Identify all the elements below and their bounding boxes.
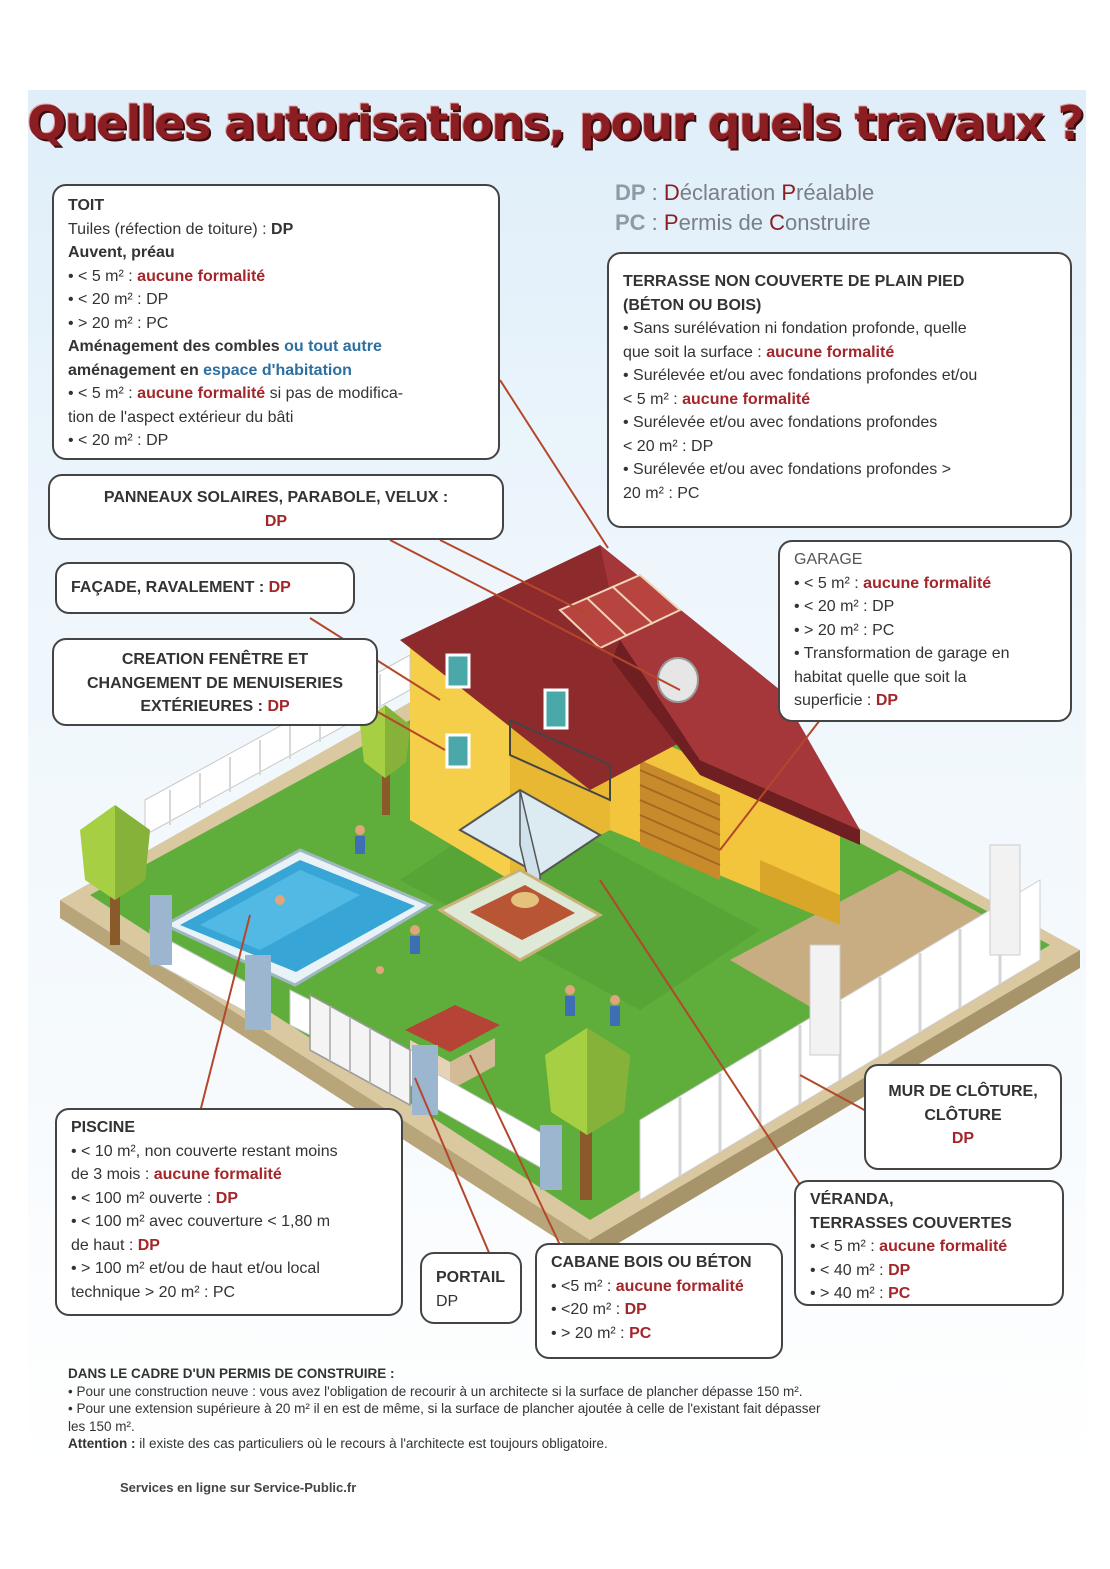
- legend-pc: PC : Permis de Construire: [615, 210, 871, 235]
- footer-notes: [68, 1365, 1068, 1453]
- box-cabane: CABANE BOIS OU BÉTON • <5 m² : aucune formalité • <20 m² : DP • > 20 m² : PC: [535, 1243, 783, 1359]
- satellite-dish: [658, 658, 698, 702]
- credit-line: Services en ligne sur Service-Public.fr: [120, 1480, 357, 1495]
- footer-attention: Attention : il existe des cas particuliers où le recours à l'architecte est toujours obligatoire.: [68, 1436, 608, 1451]
- box-mur-cloture: MUR DE CLÔTURE, CLÔTURE DP: [864, 1064, 1062, 1170]
- footer-heading: DANS LE CADRE D'UN PERMIS DE CONSTRUIRE :: [68, 1366, 395, 1381]
- legend-dp: DP : Déclaration Préalable: [615, 180, 875, 205]
- box-portail: PORTAIL DP: [420, 1252, 522, 1324]
- box-veranda: VÉRANDA, TERRASSES COUVERTES • < 5 m² : aucune formalité • < 40 m² : DP • > 40 m² : PC: [794, 1180, 1064, 1306]
- footer-line: • Pour une extension supérieure à 20 m² il en est de même, si la surface de plancher ajoutée à celle de l'existant fait dépasser: [68, 1401, 821, 1416]
- box-facade: FAÇADE, RAVALEMENT : DP: [55, 562, 355, 614]
- box-panneaux-solaires: PANNEAUX SOLAIRES, PARABOLE, VELUX : DP: [48, 474, 504, 540]
- footer-line: les 150 m².: [68, 1418, 135, 1434]
- box-creation-fenetre: CREATION FENÊTRE ET CHANGEMENT DE MENUISERIES EXTÉRIEURES : DP: [52, 638, 378, 726]
- box-toit: TOIT Tuiles (réfection de toiture) : DP Auvent, préau • < 5 m² : aucune formalité • < 20 m² : DP • > 20 m² : PC Aménagement des combles ou tout autre aménagement en espace d'habitation • < 5 m² : aucune formalité si pas de modifica- tion de l'aspect extérieur du bâti • < 20 m² : DP: [52, 184, 500, 460]
- footer-line: • Pour une construction neuve : vous avez l'obligation de recourir à un architecte si la surface de plancher dépasse 150 m².: [68, 1383, 803, 1399]
- box-garage: GARAGE • < 5 m² : aucune formalité • < 20 m² : DP • > 20 m² : PC • Transformation de garage en habitat quelle que soit la superficie : DP: [778, 540, 1072, 722]
- box-terrasse-non-couverte: TERRASSE NON COUVERTE DE PLAIN PIED (BÉTON OU BOIS) • Sans surélévation ni fondation profonde, quelle que soit la surface : aucune formalité • Surélevée et/ou avec fondations profondes et/ou < 5 m² : aucune formalité • Surélevée et/ou avec fondations profondes < 20 m² : DP • Surélevée et/ou avec fondations profondes > 20 m² : PC: [607, 252, 1072, 528]
- toit-title: TOIT: [68, 197, 105, 214]
- page-title: Quelles autorisations, pour quels travaux ?: [27, 96, 1083, 150]
- box-piscine: PISCINE • < 10 m², non couverte restant moins de 3 mois : aucune formalité • < 100 m² ouverte : DP • < 100 m² avec couverture < 1,80 m de haut : DP • > 100 m² et/ou de haut et/ou local technique > 20 m² : PC: [55, 1108, 403, 1316]
